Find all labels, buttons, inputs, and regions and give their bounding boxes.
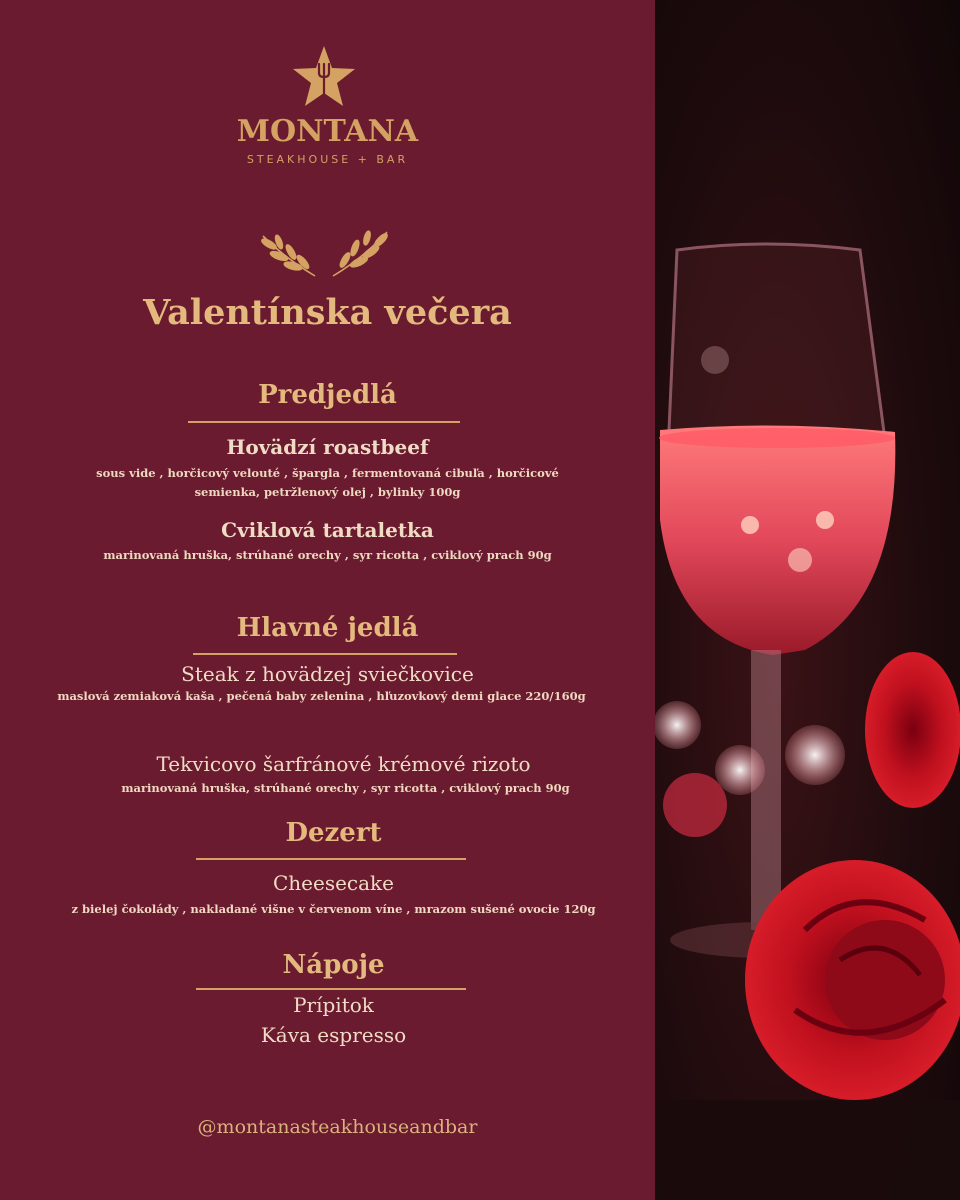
star-fork-icon	[291, 44, 357, 110]
brand-name: MONTANA	[236, 114, 419, 149]
dish-description: z bielej čokolády , nakladané višne v červenom víne , mrazom sušené ovocie 120g	[71, 902, 596, 916]
social-handle: @montanasteakhouseandbar	[197, 1116, 478, 1138]
laurel-icon	[255, 228, 395, 282]
section-divider	[193, 653, 457, 655]
dish-name: Cviklová tartaletka	[221, 518, 434, 542]
section-title-drinks: Nápoje	[282, 950, 385, 980]
section-divider	[196, 988, 466, 990]
drink-item: Káva espresso	[260, 1023, 407, 1047]
dish-name: Steak z hovädzej sviečkovice	[181, 662, 474, 686]
section-title-mains: Hlavné jedlá	[236, 613, 419, 643]
section-title-dessert: Dezert	[285, 818, 382, 848]
menu-title: Valentínska večera	[143, 292, 512, 333]
section-divider	[188, 421, 460, 423]
dish-name: Cheesecake	[272, 871, 395, 895]
dish-name: Hovädzí roastbeef	[226, 435, 429, 459]
dish-description: marinovaná hruška, strúhané orechy , syr ricotta , cviklový prach 90g	[121, 781, 570, 795]
wine-and-roses-photo	[655, 0, 960, 1200]
dish-description: maslová zemiaková kaša , pečená baby zelenina , hľuzovkový demi glace 220/160g	[57, 689, 586, 703]
dish-description: semienka, petržlenový olej , bylinky 100g	[194, 485, 461, 499]
dish-description: sous vide , horčicový velouté , špargla , fermentovaná cibuľa , horčicové	[96, 466, 559, 480]
section-divider	[196, 858, 466, 860]
drink-item: Prípitok	[293, 993, 374, 1017]
dish-name: Tekvicovo šarfránové krémové rizoto	[156, 752, 531, 776]
section-title-starters: Predjedlá	[258, 380, 397, 410]
brand-tagline: STEAKHOUSE + BAR	[246, 153, 409, 166]
dish-description: marinovaná hruška, strúhané orechy , syr ricotta , cviklový prach 90g	[103, 548, 552, 562]
